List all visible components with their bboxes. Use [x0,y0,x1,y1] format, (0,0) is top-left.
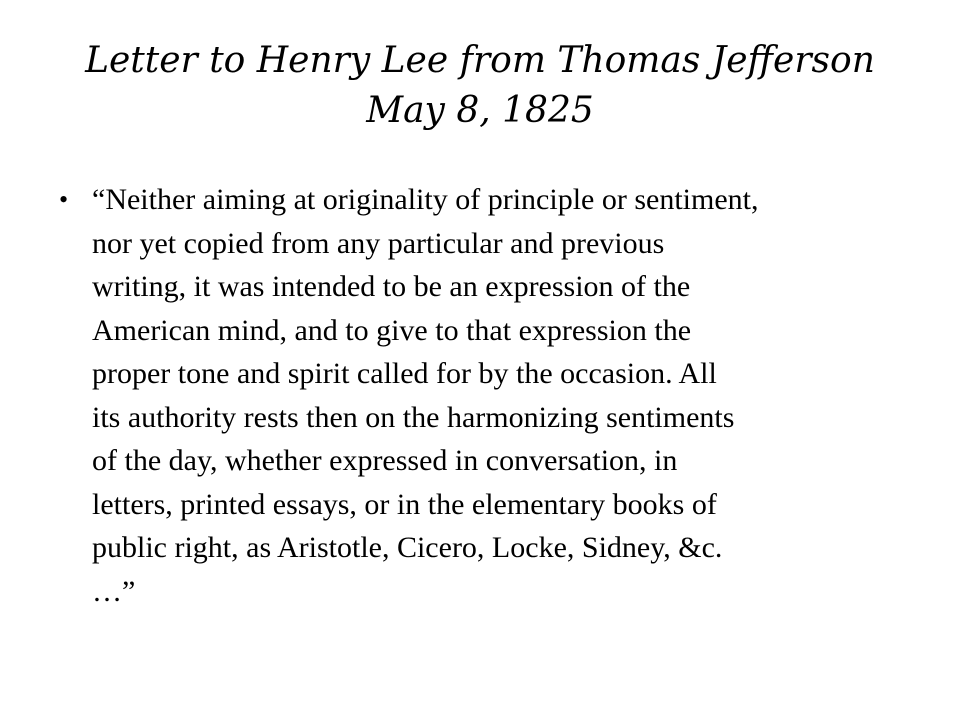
quote-line-4: American mind, and to give to that expression the [92,313,692,347]
bullet-marker: • [59,185,69,214]
quote-line-9: public right, as Aristotle, Cicero, Locke, Sidney, &c. [92,531,723,564]
title-line-1: Letter to Henry Lee from Thomas Jefferson [85,40,875,81]
quote-line-2: nor yet copied from any particular and previous [92,226,665,260]
quote-line-7: of the day, whether expressed in conversation, in [92,444,678,477]
quote-line-10: …” [92,574,136,608]
quote-line-6: its authority rests then on the harmonizing sentiments [92,400,735,434]
quote-text [92,178,916,613]
title-line-2: May 8, 1825 [366,90,594,131]
quote-line-5: proper tone and spirit called for by the occasion. All [92,357,717,390]
quote-line-8: letters, printed essays, or in the elementary books of [92,487,717,521]
quote-line-3: writing, it was intended to be an expression of the [92,270,691,303]
quote-line-1: “Neither aiming at originality of principle or sentiment, [92,183,759,216]
quote-bullet-item [56,178,916,613]
bullet-list [56,178,916,613]
slide-title [40,36,920,136]
